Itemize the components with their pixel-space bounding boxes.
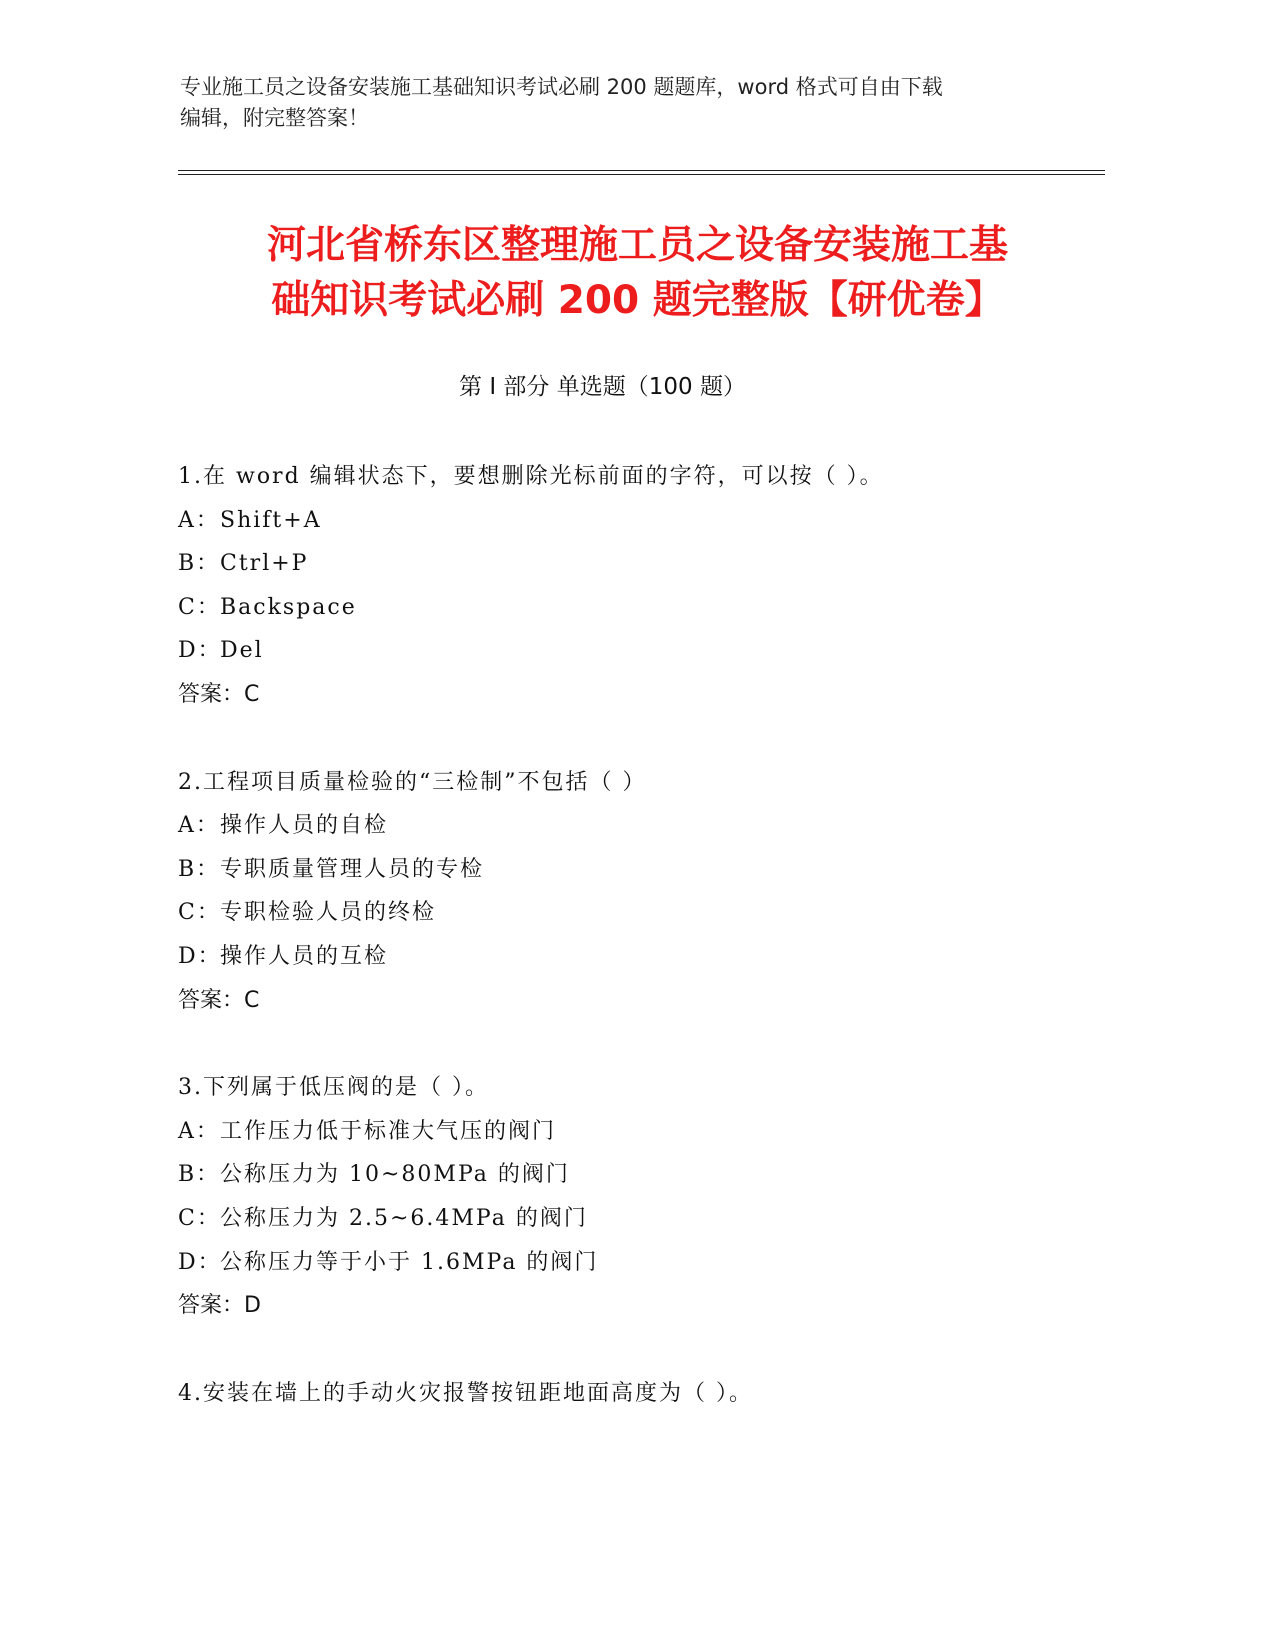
option-key: A： (178, 507, 220, 533)
option-key: C： (178, 1205, 221, 1231)
option-key: B： (178, 551, 221, 577)
question-3-text: 3.下列属于低压阀的是（ ）。 (178, 1075, 489, 1101)
option-key: B： (178, 856, 221, 882)
option-key: A： (178, 813, 220, 839)
header-divider-top (178, 170, 1105, 171)
question-2-answer: 答案：C (178, 987, 260, 1013)
question-2-option-c (178, 891, 1108, 935)
question-list (178, 455, 1108, 1459)
question-1-option-c (178, 586, 1108, 630)
option-text: 操作人员的自检 (220, 813, 389, 839)
question-3-option-c (178, 1197, 1108, 1241)
question-1-option-d (178, 629, 1108, 673)
option-key: A： (178, 1118, 220, 1144)
document-title-line-2: 础知识考试必刷 200 题完整版【研优卷】 (271, 278, 1004, 323)
document-title-line-1: 河北省桥东区整理施工员之设备安装施工基 (266, 223, 1008, 268)
document-title (150, 218, 1125, 328)
option-text: 公称压力等于小于 1.6MPa 的阀门 (220, 1249, 599, 1275)
option-key: D： (178, 638, 222, 664)
question-4 (178, 1372, 1108, 1416)
option-text: Shift+A (220, 507, 322, 533)
header-divider-bottom (178, 174, 1105, 175)
option-text: Ctrl+P (220, 551, 309, 577)
option-text: Backspace (220, 594, 357, 620)
option-text: 公称压力为 2.5~6.4MPa 的阀门 (220, 1205, 588, 1231)
question-2-option-b (178, 848, 1108, 892)
question-3-option-a (178, 1110, 1108, 1154)
option-text: 专职检验人员的终检 (220, 900, 437, 926)
question-2-option-d (178, 935, 1108, 979)
question-3-option-b (178, 1153, 1108, 1197)
option-text: 专职质量管理人员的专检 (220, 856, 485, 882)
question-1 (178, 455, 1108, 717)
question-4-text: 4.安装在墙上的手动火灾报警按钮距地面高度为（ ）。 (178, 1380, 753, 1406)
document-header-note (180, 72, 1080, 134)
option-key: C： (178, 594, 221, 620)
option-key: D： (178, 943, 222, 969)
question-3-answer: 答案：D (178, 1293, 261, 1319)
option-key: C： (178, 900, 221, 926)
option-key: B： (178, 1162, 221, 1188)
option-text: 操作人员的互检 (220, 943, 389, 969)
option-text: Del (220, 638, 264, 664)
section-heading: 第 I 部分 单选题（100 题） (459, 374, 746, 400)
question-2-text: 2.工程项目质量检验的“三检制”不包括（ ） (178, 769, 647, 795)
option-text: 工作压力低于标准大气压的阀门 (220, 1118, 557, 1144)
question-1-option-b (178, 542, 1108, 586)
question-2 (178, 761, 1108, 1023)
question-2-option-a (178, 804, 1108, 848)
header-note-line-2: 编辑，附完整答案！ (180, 106, 369, 130)
question-1-answer: 答案：C (178, 681, 260, 707)
question-1-option-a (178, 499, 1108, 543)
question-3-option-d (178, 1241, 1108, 1285)
option-text: 公称压力为 10~80MPa 的阀门 (220, 1162, 570, 1188)
question-3 (178, 1066, 1108, 1328)
header-note-line-1: 专业施工员之设备安装施工基础知识考试必刷 200 题题库，word 格式可自由下载 (180, 75, 943, 99)
question-1-text: 1.在 word 编辑状态下，要想删除光标前面的字符，可以按（ ）。 (178, 464, 884, 489)
option-key: D： (178, 1249, 222, 1275)
